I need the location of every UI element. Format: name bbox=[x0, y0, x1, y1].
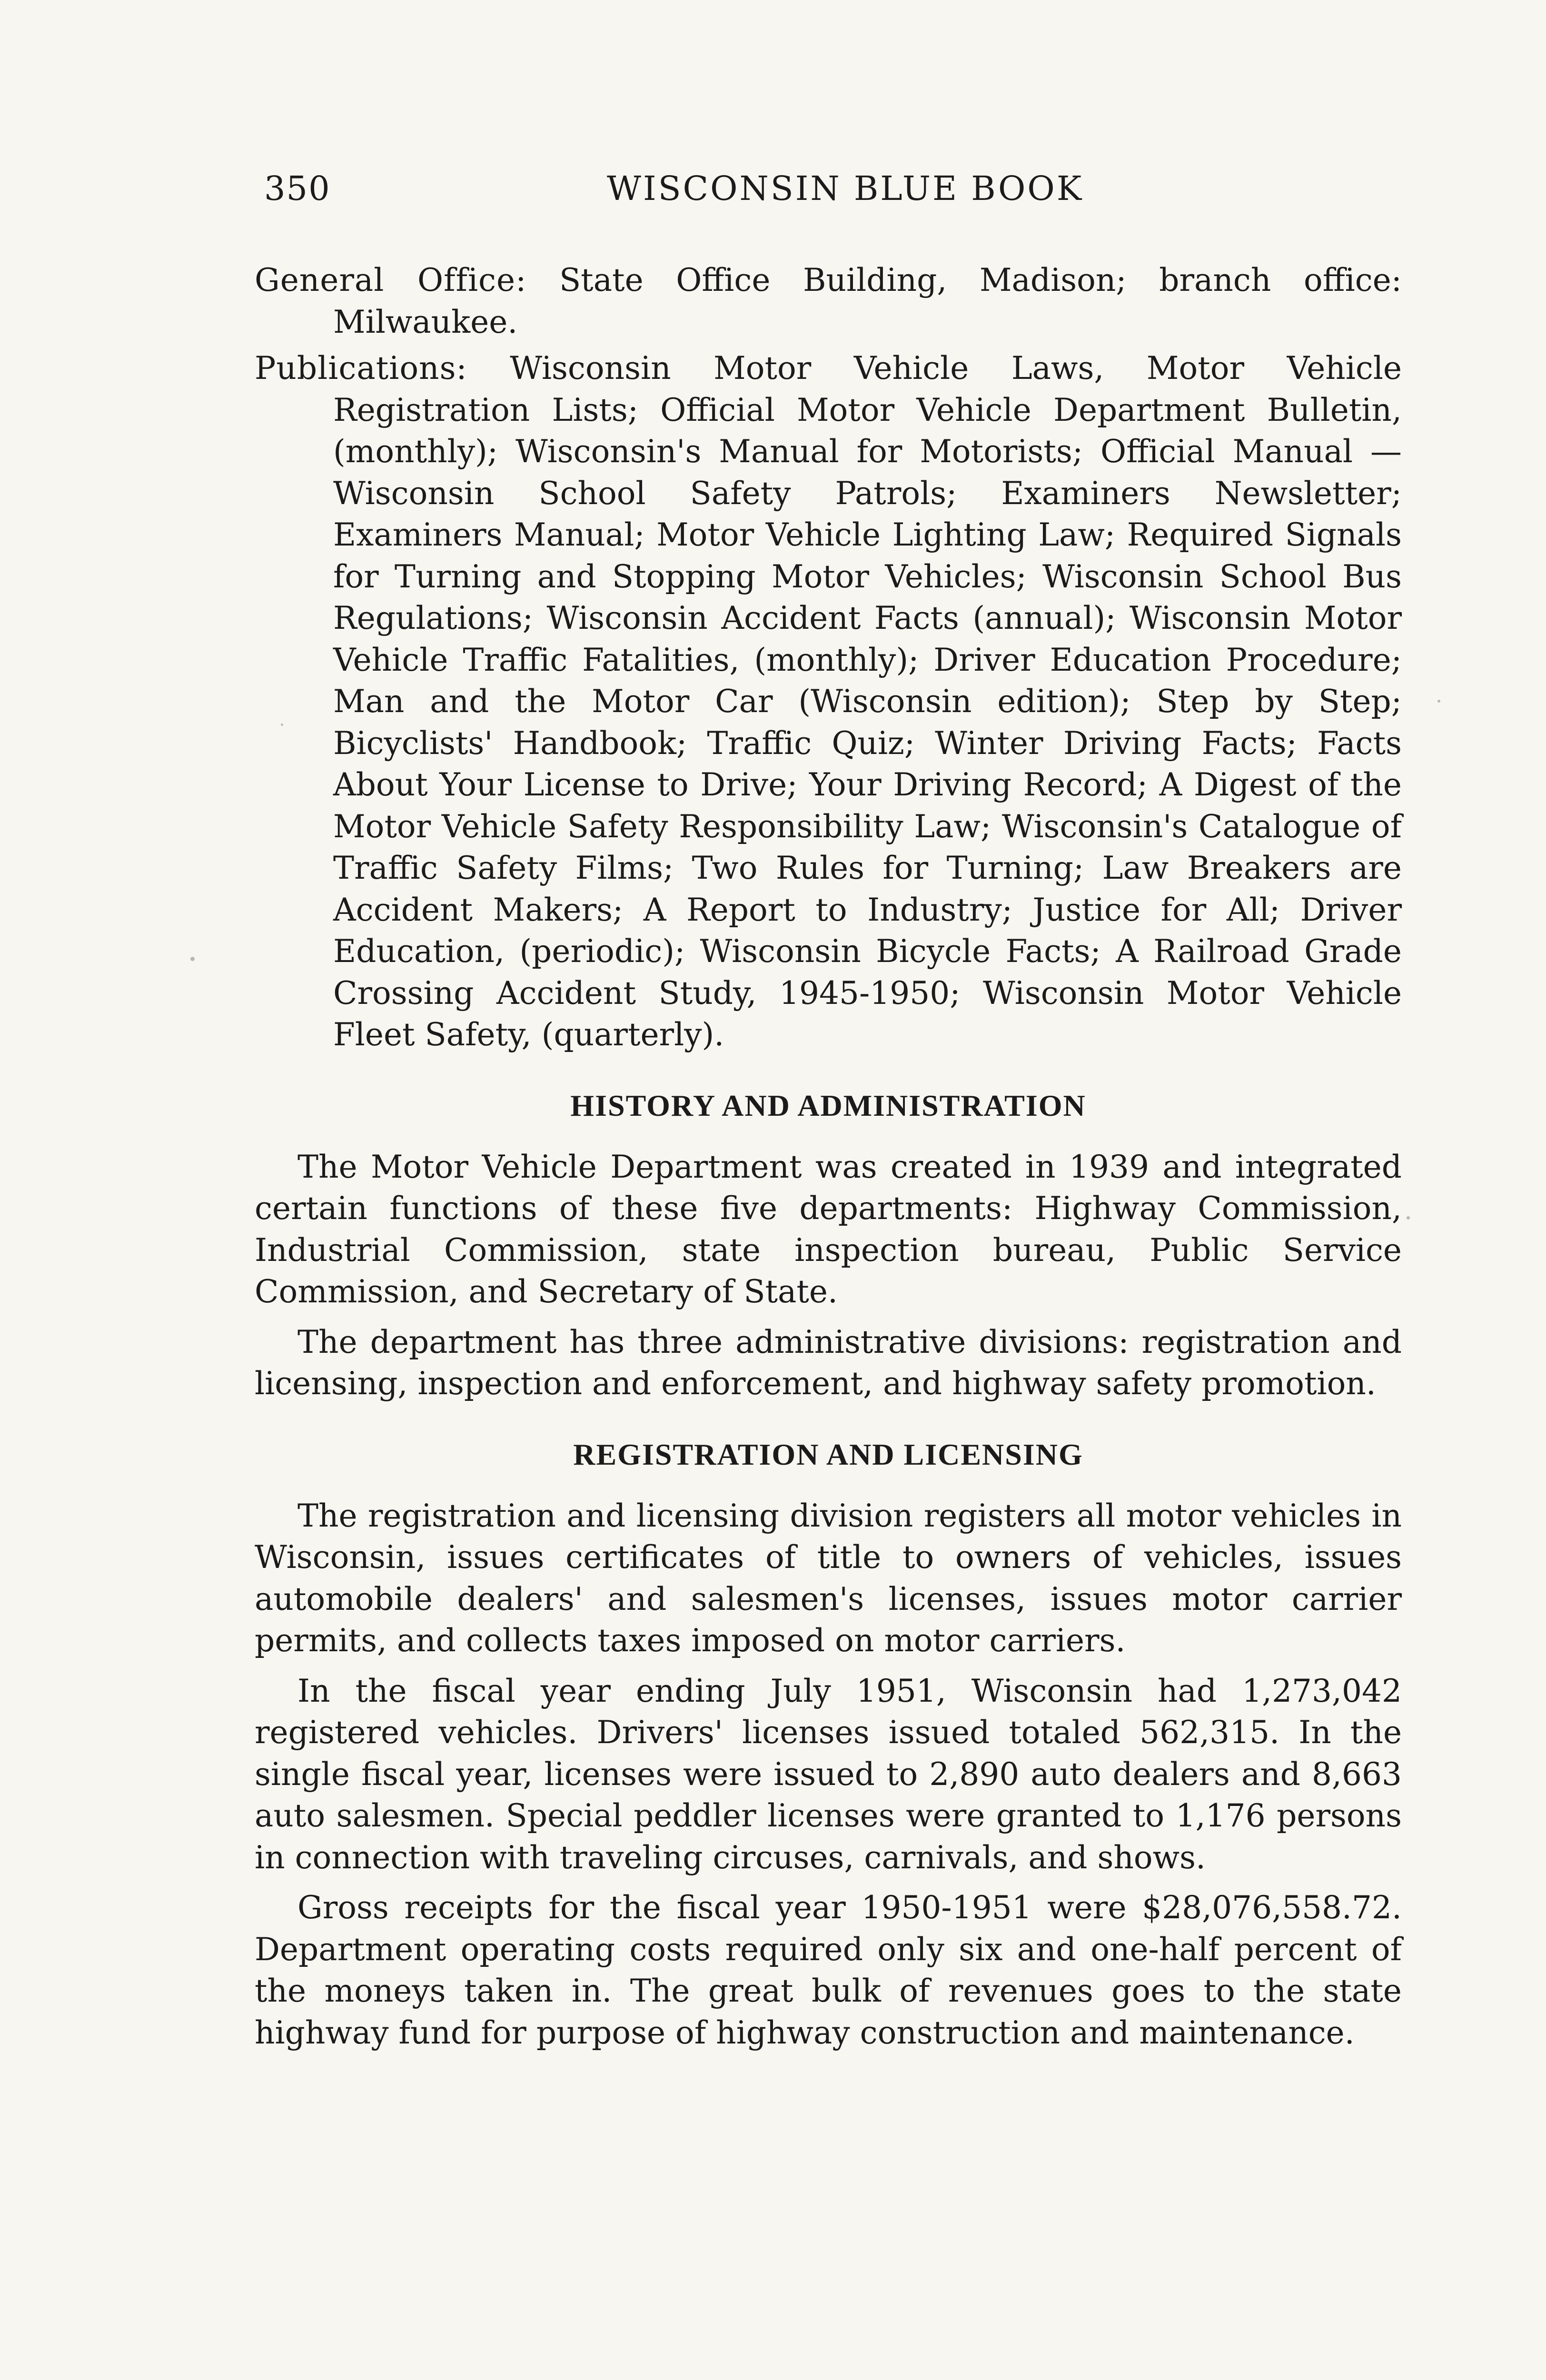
page-header bbox=[264, 169, 1407, 226]
page-number: 350 bbox=[264, 169, 331, 208]
registration-paragraph-3: Gross receipts for the fiscal year 1950-1951 were $28,076,558.72. Department operating costs required only six and one-half percent of the moneys taken in. The great bulk of revenues goes to the state highway fund for purpose of highway construction and maintenance. bbox=[255, 1889, 1402, 2051]
history-heading: HISTORY AND ADMINISTRATION bbox=[570, 1088, 1086, 1122]
history-paragraph-2: The department has three administrative divisions: registration and licensing, inspection and enforcement, and highway safety promotion. bbox=[255, 1323, 1402, 1402]
page-body bbox=[255, 259, 1402, 2062]
general-office-label: General Office: bbox=[255, 262, 527, 298]
registration-paragraph-2: In the fiscal year ending July 1951, Wisconsin had 1,273,042 registered vehicles. Drivers' licenses issued totaled 562,315. In the single fiscal year, licenses were issued to 2,890 auto dealers and 8,663 auto salesmen. Special peddler licenses were granted to 1,176 persons in connection with traveling circuses, carnivals, and shows. bbox=[255, 1672, 1402, 1876]
registration-heading: REGISTRATION AND LICENSING bbox=[573, 1437, 1083, 1471]
running-title: WISCONSIN BLUE BOOK bbox=[607, 169, 1084, 208]
general-office-text: State Office Building, Madison; branch office: Milwaukee. bbox=[333, 262, 1402, 340]
paper-speck bbox=[190, 957, 195, 961]
history-paragraph-1: The Motor Vehicle Department was created in 1939 and integrated certain functions of these five departments: Highway Commission, Industrial Commission, state inspection bureau, Public Service Commission, and Secretary of State. bbox=[255, 1148, 1402, 1310]
publications-entry bbox=[255, 347, 1402, 1056]
publications-label: Publications: bbox=[255, 350, 467, 387]
paper-speck bbox=[1407, 1216, 1410, 1220]
paper-speck bbox=[1437, 700, 1440, 703]
paper-speck bbox=[281, 724, 283, 726]
publications-text: Wisconsin Motor Vehicle Laws, Motor Vehicle Registration Lists; Official Motor Vehicle Department Bulletin, (monthly); Wisconsin's Manual for Motorists; Official Manual — Wisconsin School Safety Patrols; Examiners Newsletter; Examiners Manual; Motor Vehicle Lighting Law; Required Signals for Turning and Stopping Motor Vehicles; Wisconsin School Bus Regulations; Wisconsin Accident Facts (annual); Wisconsin Motor Vehicle Traffic Fatalities, (monthly); Driver Education Procedure; Man and the Motor Car (Wisconsin edition); Step by Step; Bicyclists' Handbook; Traffic Quiz; Winter Driving Facts; Facts About Your License to Drive; Your Driving Record; A Digest of the Motor Vehicle Safety Responsibility Law; Wisconsin's Catalogue of Traffic Safety Films; Two Rules for Turning; Law Breakers are Accident Makers; A Report to Industry; Justice for All; Driver Education, (periodic); Wisconsin Bicycle Facts; A Railroad Grade Crossing Accident Study, 1945-1950; Wisconsin Motor Vehicle Fleet Safety, (quarterly). bbox=[333, 350, 1402, 1053]
general-office-entry bbox=[255, 259, 1402, 343]
registration-paragraph-1: The registration and licensing division registers all motor vehicles in Wisconsin, issues certificates of title to owners of vehicles, issues automobile dealers' and salesmen's licenses, issues motor carrier permits, and collects taxes imposed on motor carriers. bbox=[255, 1497, 1402, 1659]
